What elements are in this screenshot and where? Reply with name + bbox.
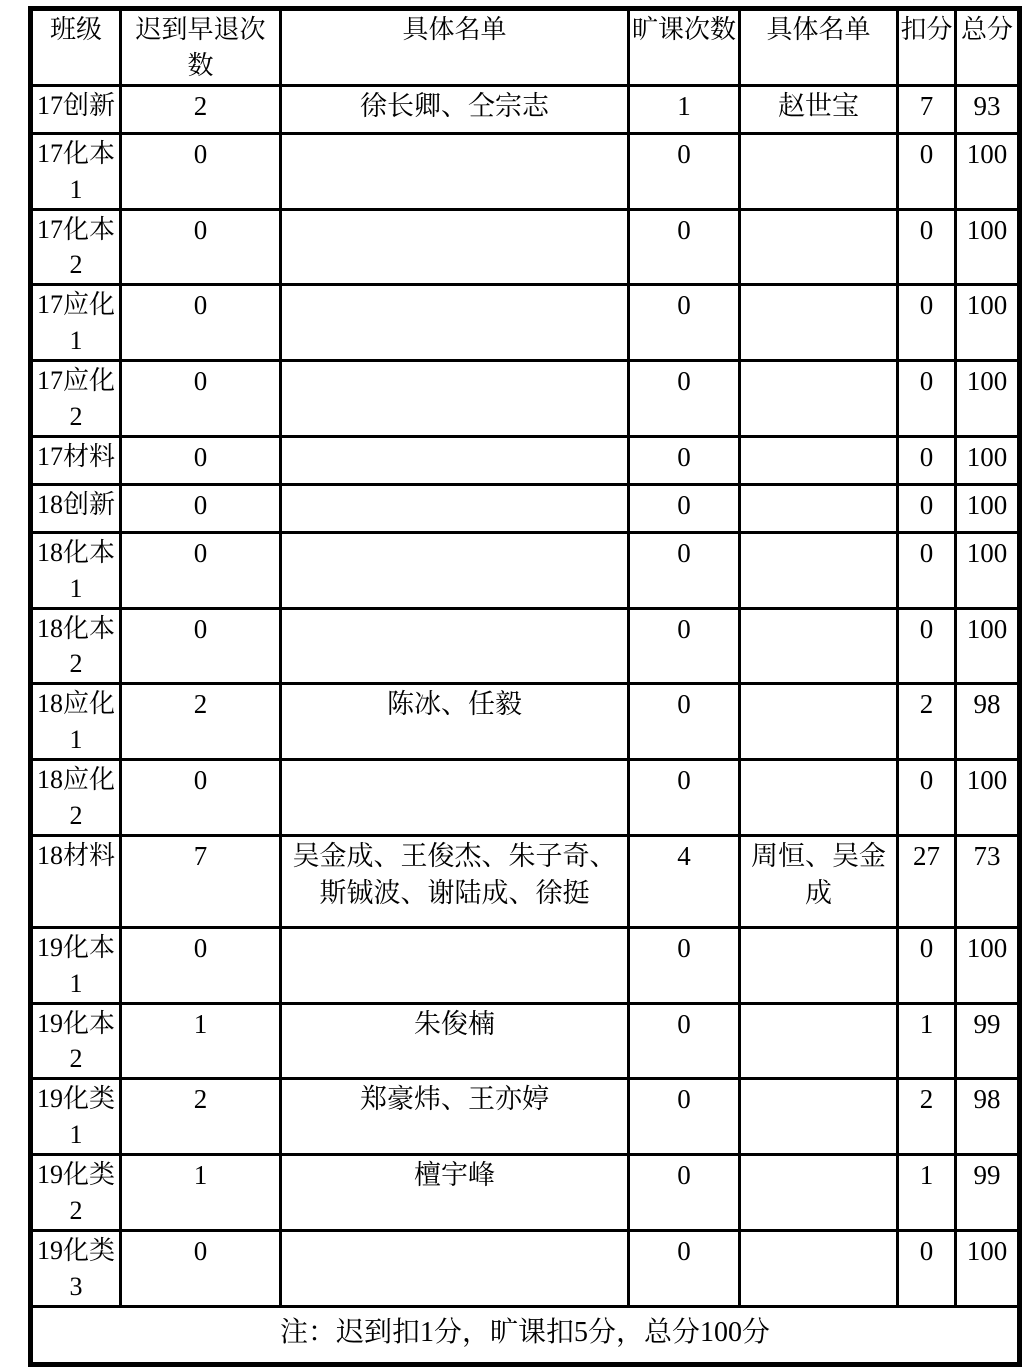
header-late-early-count: 迟到早退次数 — [121, 9, 281, 86]
absence-count-cell: 0 — [629, 1230, 740, 1306]
deduction-cell: 1 — [898, 1003, 956, 1079]
late-early-names-cell: 郑豪炜、王亦婷 — [281, 1079, 629, 1155]
absence-names-cell — [740, 1155, 898, 1231]
class-name-cell: 19化本2 — [31, 1003, 121, 1079]
absence-count-cell: 0 — [629, 684, 740, 760]
late-early-count-cell: 0 — [121, 209, 281, 285]
class-name-cell: 17化本2 — [31, 209, 121, 285]
scoring-note: 注：迟到扣1分，旷课扣5分，总分100分 — [31, 1306, 1020, 1364]
late-early-count-cell: 0 — [121, 133, 281, 209]
late-early-names-cell — [281, 608, 629, 684]
header-deduction: 扣分 — [898, 9, 956, 86]
deduction-cell: 2 — [898, 684, 956, 760]
total-score-cell: 100 — [956, 608, 1020, 684]
late-early-count-cell: 0 — [121, 927, 281, 1003]
late-early-names-cell — [281, 927, 629, 1003]
table-row — [31, 484, 1020, 532]
late-early-count-cell: 7 — [121, 835, 281, 927]
class-name-cell: 19化本1 — [31, 927, 121, 1003]
absence-count-cell: 1 — [629, 85, 740, 133]
total-score-cell: 100 — [956, 1230, 1020, 1306]
late-early-names-cell: 吴金成、王俊杰、朱子奇、斯铖波、谢陆成、徐挺 — [281, 835, 629, 927]
late-early-names-cell — [281, 760, 629, 836]
class-name-cell: 18材料 — [31, 835, 121, 927]
absence-count-cell: 0 — [629, 927, 740, 1003]
class-name-cell: 17创新 — [31, 85, 121, 133]
late-early-names-cell: 檀宇峰 — [281, 1155, 629, 1231]
header-absence-names: 具体名单 — [740, 9, 898, 86]
class-name-cell: 18化本1 — [31, 532, 121, 608]
total-score-cell: 100 — [956, 285, 1020, 361]
header-absence-count: 旷课次数 — [629, 9, 740, 86]
late-early-count-cell: 0 — [121, 285, 281, 361]
table-row — [31, 1155, 1020, 1231]
class-name-cell: 18创新 — [31, 484, 121, 532]
deduction-cell: 0 — [898, 484, 956, 532]
absence-count-cell: 0 — [629, 484, 740, 532]
table-row — [31, 285, 1020, 361]
late-early-count-cell: 0 — [121, 484, 281, 532]
late-early-count-cell: 0 — [121, 361, 281, 437]
absence-count-cell: 0 — [629, 361, 740, 437]
table-row — [31, 532, 1020, 608]
total-score-cell: 100 — [956, 484, 1020, 532]
class-name-cell: 19化类3 — [31, 1230, 121, 1306]
absence-count-cell: 0 — [629, 436, 740, 484]
late-early-count-cell: 0 — [121, 532, 281, 608]
class-name-cell: 18化本2 — [31, 608, 121, 684]
table-row — [31, 1230, 1020, 1306]
absence-names-cell — [740, 684, 898, 760]
table-row — [31, 835, 1020, 927]
class-name-cell: 19化类1 — [31, 1079, 121, 1155]
total-score-cell: 98 — [956, 684, 1020, 760]
absence-count-cell: 0 — [629, 133, 740, 209]
table-body — [31, 85, 1020, 1306]
absence-count-cell: 0 — [629, 532, 740, 608]
total-score-cell: 100 — [956, 532, 1020, 608]
deduction-cell: 0 — [898, 608, 956, 684]
total-score-cell: 100 — [956, 361, 1020, 437]
absence-count-cell: 0 — [629, 1003, 740, 1079]
deduction-cell: 0 — [898, 361, 956, 437]
late-early-names-cell: 朱俊楠 — [281, 1003, 629, 1079]
header-total-score: 总分 — [956, 9, 1020, 86]
late-early-count-cell: 0 — [121, 1230, 281, 1306]
late-early-names-cell — [281, 1230, 629, 1306]
absence-count-cell: 0 — [629, 285, 740, 361]
absence-names-cell — [740, 927, 898, 1003]
table-row — [31, 1079, 1020, 1155]
deduction-cell: 0 — [898, 209, 956, 285]
table-row — [31, 209, 1020, 285]
absence-names-cell — [740, 760, 898, 836]
header-class: 班级 — [31, 9, 121, 86]
late-early-names-cell — [281, 532, 629, 608]
late-early-names-cell — [281, 484, 629, 532]
total-score-cell: 100 — [956, 133, 1020, 209]
total-score-cell: 100 — [956, 927, 1020, 1003]
absence-count-cell: 0 — [629, 1079, 740, 1155]
absence-count-cell: 0 — [629, 760, 740, 836]
absence-names-cell: 赵世宝 — [740, 85, 898, 133]
class-name-cell: 17应化1 — [31, 285, 121, 361]
late-early-names-cell: 徐长卿、仝宗志 — [281, 85, 629, 133]
deduction-cell: 0 — [898, 285, 956, 361]
absence-names-cell — [740, 285, 898, 361]
absence-count-cell: 0 — [629, 209, 740, 285]
absence-names-cell — [740, 484, 898, 532]
late-early-names-cell — [281, 361, 629, 437]
total-score-cell: 93 — [956, 85, 1020, 133]
late-early-count-cell: 0 — [121, 760, 281, 836]
table-row — [31, 361, 1020, 437]
table-row — [31, 684, 1020, 760]
late-early-count-cell: 0 — [121, 436, 281, 484]
table-row — [31, 85, 1020, 133]
absence-names-cell — [740, 209, 898, 285]
absence-names-cell — [740, 1230, 898, 1306]
table-row — [31, 133, 1020, 209]
absence-names-cell — [740, 1079, 898, 1155]
table-row — [31, 1003, 1020, 1079]
late-early-count-cell: 2 — [121, 85, 281, 133]
absence-names-cell — [740, 608, 898, 684]
class-name-cell: 17材料 — [31, 436, 121, 484]
total-score-cell: 73 — [956, 835, 1020, 927]
class-name-cell: 18应化1 — [31, 684, 121, 760]
absence-names-cell — [740, 436, 898, 484]
class-name-cell: 17应化2 — [31, 361, 121, 437]
deduction-cell: 0 — [898, 532, 956, 608]
late-early-count-cell: 0 — [121, 608, 281, 684]
late-early-count-cell: 2 — [121, 684, 281, 760]
absence-count-cell: 0 — [629, 608, 740, 684]
absence-names-cell — [740, 1003, 898, 1079]
late-early-names-cell — [281, 209, 629, 285]
deduction-cell: 0 — [898, 436, 956, 484]
table-row — [31, 760, 1020, 836]
late-early-names-cell — [281, 285, 629, 361]
absence-names-cell — [740, 361, 898, 437]
late-early-names-cell: 陈冰、任毅 — [281, 684, 629, 760]
absence-count-cell: 4 — [629, 835, 740, 927]
absence-names-cell: 周恒、吴金成 — [740, 835, 898, 927]
total-score-cell: 98 — [956, 1079, 1020, 1155]
total-score-cell: 99 — [956, 1003, 1020, 1079]
deduction-cell: 27 — [898, 835, 956, 927]
total-score-cell: 100 — [956, 209, 1020, 285]
absence-names-cell — [740, 532, 898, 608]
header-late-early-names: 具体名单 — [281, 9, 629, 86]
late-early-count-cell: 1 — [121, 1003, 281, 1079]
attendance-table — [28, 6, 1022, 1367]
deduction-cell: 1 — [898, 1155, 956, 1231]
class-name-cell: 18应化2 — [31, 760, 121, 836]
class-name-cell: 19化类2 — [31, 1155, 121, 1231]
deduction-cell: 0 — [898, 133, 956, 209]
deduction-cell: 0 — [898, 1230, 956, 1306]
table-row — [31, 436, 1020, 484]
table-row — [31, 608, 1020, 684]
absence-names-cell — [740, 133, 898, 209]
deduction-cell: 0 — [898, 927, 956, 1003]
late-early-count-cell: 2 — [121, 1079, 281, 1155]
deduction-cell: 0 — [898, 760, 956, 836]
table-row — [31, 927, 1020, 1003]
deduction-cell: 2 — [898, 1079, 956, 1155]
total-score-cell: 100 — [956, 436, 1020, 484]
late-early-names-cell — [281, 133, 629, 209]
total-score-cell: 100 — [956, 760, 1020, 836]
absence-count-cell: 0 — [629, 1155, 740, 1231]
total-score-cell: 99 — [956, 1155, 1020, 1231]
header-row — [31, 9, 1020, 86]
late-early-names-cell — [281, 436, 629, 484]
deduction-cell: 7 — [898, 85, 956, 133]
late-early-count-cell: 1 — [121, 1155, 281, 1231]
class-name-cell: 17化本1 — [31, 133, 121, 209]
note-row — [31, 1306, 1020, 1364]
